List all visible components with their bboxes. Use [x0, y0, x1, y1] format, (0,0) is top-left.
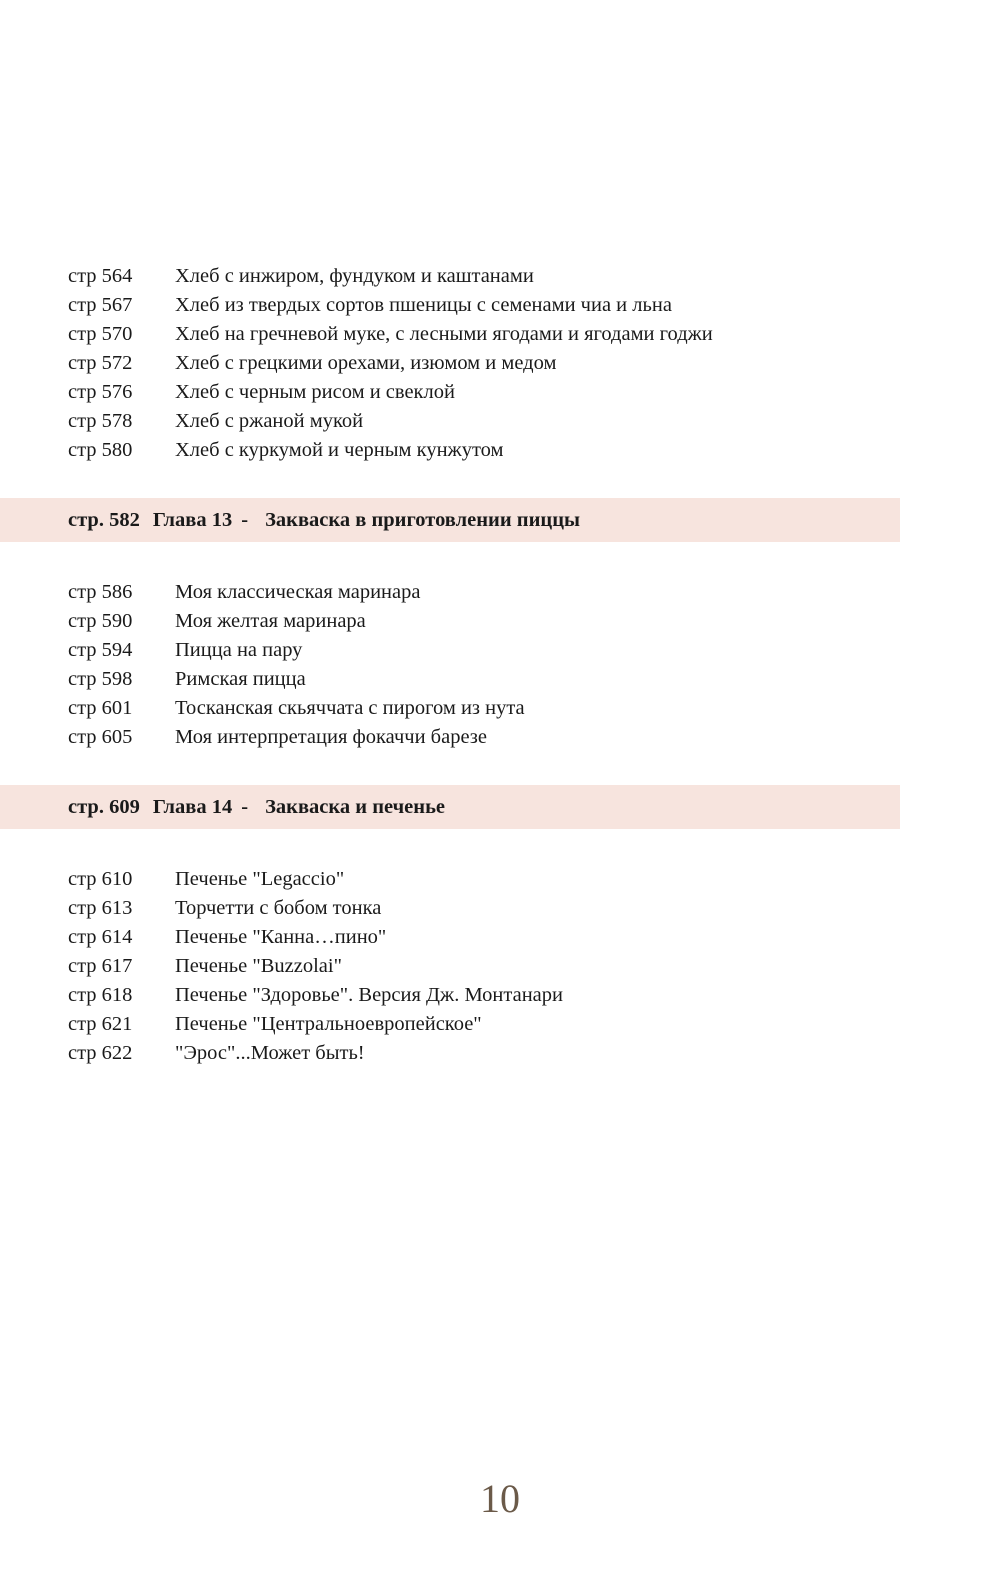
list-item — [0, 1039, 1000, 1068]
list-item — [0, 723, 1000, 752]
entry-title: Римская пицца — [175, 668, 306, 690]
list-item — [0, 320, 1000, 349]
section-chapter-label: Глава 14 — [152, 795, 233, 818]
entry-page-number: стр 613 — [68, 897, 133, 919]
list-item — [0, 981, 1000, 1010]
entry-page-number: стр 570 — [68, 323, 133, 345]
list-item — [0, 291, 1000, 320]
section-header-chapter-14 — [0, 785, 900, 829]
list-item — [0, 894, 1000, 923]
toc-entry-group — [0, 262, 1000, 465]
spacer — [0, 542, 1000, 578]
entry-page-number: стр 572 — [68, 352, 133, 374]
list-item — [0, 865, 1000, 894]
entry-title: "Эрос"...Может быть! — [175, 1042, 365, 1064]
list-item — [0, 378, 1000, 407]
toc-entry-group — [0, 578, 1000, 752]
entry-title: Моя классическая маринара — [175, 581, 421, 603]
entry-page-number: стр 567 — [68, 294, 133, 316]
spacer — [0, 465, 1000, 498]
spacer — [0, 752, 1000, 785]
entry-page-number: стр 610 — [68, 868, 133, 890]
list-item — [0, 262, 1000, 291]
toc-entry-group — [0, 865, 1000, 1068]
entry-page-number: стр 598 — [68, 668, 133, 690]
section-page-number: стр. 582 — [68, 508, 140, 531]
section-title: Закваска и печенье — [265, 795, 446, 818]
entry-page-number: стр 622 — [68, 1042, 133, 1064]
entry-page-number: стр 617 — [68, 955, 133, 977]
entry-page-number: стр 614 — [68, 926, 133, 948]
entry-title: Хлеб с грецкими орехами, изюмом и медом — [175, 352, 557, 374]
entry-page-number: стр 621 — [68, 1013, 133, 1035]
entry-title: Хлеб с черным рисом и свеклой — [175, 381, 455, 403]
entry-title: Пицца на пару — [175, 639, 303, 661]
entry-page-number: стр 576 — [68, 381, 133, 403]
list-item — [0, 1010, 1000, 1039]
entry-title: Торчетти с бобом тонка — [175, 897, 382, 919]
list-item — [0, 436, 1000, 465]
section-chapter-label: Глава 13 — [152, 508, 233, 531]
list-item — [0, 952, 1000, 981]
section-page-number: стр. 609 — [68, 795, 140, 818]
entry-page-number: стр 590 — [68, 610, 133, 632]
entry-title: Хлеб с куркумой и черным кунжутом — [175, 439, 504, 461]
section-title: Закваска в приготовлении пиццы — [265, 508, 581, 531]
entry-title: Печенье "Buzzolai" — [175, 955, 342, 977]
list-item — [0, 607, 1000, 636]
entry-title: Хлеб из твердых сортов пшеницы с семенами чиа и льна — [175, 294, 672, 316]
section-dash: - — [241, 795, 249, 818]
entry-title: Печенье "Канна…пино" — [175, 926, 387, 948]
spacer — [0, 829, 1000, 865]
entry-page-number: стр 605 — [68, 726, 133, 748]
entry-page-number: стр 580 — [68, 439, 133, 461]
entry-page-number: стр 586 — [68, 581, 133, 603]
entry-title: Печенье "Здоровье". Версия Дж. Монтанари — [175, 984, 563, 1006]
entry-page-number: стр 618 — [68, 984, 133, 1006]
section-header-chapter-13 — [0, 498, 900, 542]
list-item — [0, 578, 1000, 607]
entry-title: Печенье "Центральноевропейское" — [175, 1013, 482, 1035]
entry-page-number: стр 578 — [68, 410, 133, 432]
entry-title: Тосканская скьяччата с пирогом из нута — [175, 697, 525, 719]
list-item — [0, 665, 1000, 694]
entry-title: Хлеб с ржаной мукой — [175, 410, 364, 432]
list-item — [0, 694, 1000, 723]
entry-title: Моя интерпретация фокаччи барезе — [175, 726, 488, 748]
entry-title: Печенье "Legaccio" — [175, 868, 345, 890]
list-item — [0, 349, 1000, 378]
list-item — [0, 923, 1000, 952]
list-item — [0, 636, 1000, 665]
entry-title: Хлеб на гречневой муке, с лесными ягодами и ягодами годжи — [175, 323, 713, 345]
entry-page-number: стр 601 — [68, 697, 133, 719]
list-item — [0, 407, 1000, 436]
entry-title: Моя желтая маринара — [175, 610, 366, 632]
page-number: 10 — [480, 1476, 520, 1521]
entry-title: Хлеб с инжиром, фундуком и каштанами — [175, 265, 534, 287]
table-of-contents — [0, 262, 1000, 1068]
entry-page-number: стр 594 — [68, 639, 133, 661]
section-dash: - — [241, 508, 249, 531]
entry-page-number: стр 564 — [68, 265, 133, 287]
